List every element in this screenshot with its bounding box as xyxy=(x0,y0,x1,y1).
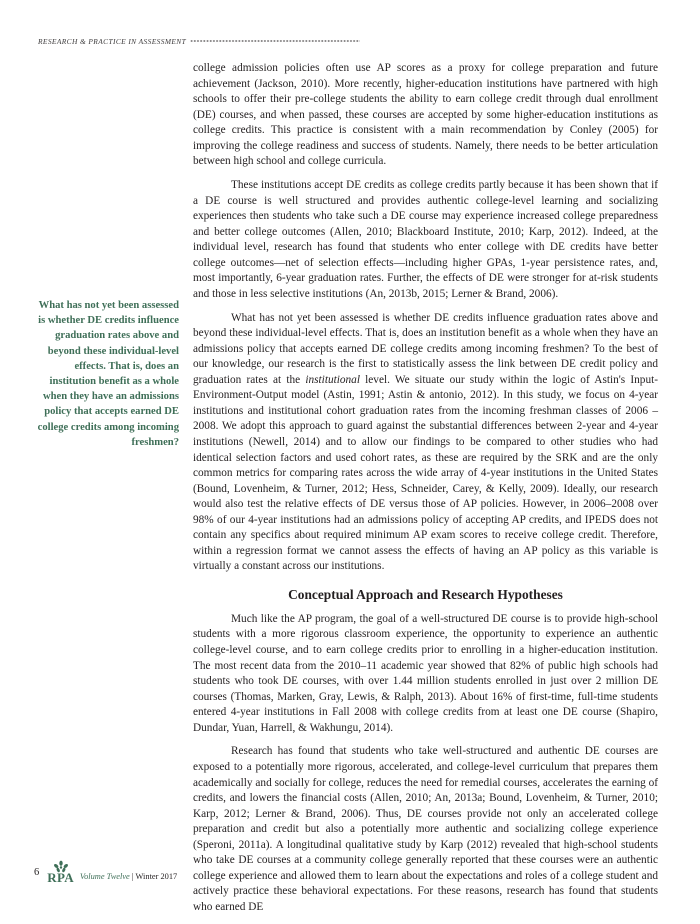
paragraph xyxy=(193,311,658,575)
header-dotted-rule xyxy=(190,40,360,42)
journal-title: RESEARCH & PRACTICE IN ASSESSMENT xyxy=(38,36,187,46)
page-number: 6 xyxy=(34,866,40,878)
section-heading: Conceptual Approach and Research Hypotheses xyxy=(288,586,563,602)
issue-info xyxy=(80,872,177,881)
footer-separator: | xyxy=(129,871,136,881)
paragraph: college admission policies often use AP scores as a proxy for college preparation and future achievement (Jackson, 2010). More recently, higher-education institutions have partnered with high schools to offer their pre-college students the ability to earn college credit through dual enrollment (DE) courses, and when passed, these courses are accepted by some higher-education institutions as college credits. This practice is consistent with a main recommendation by Conley (2005) for improving the college readiness and success of students. Namely, there needs to be better articulation between high school and college curricula. xyxy=(193,62,658,168)
paragraph-text: What has not yet been assessed is whether DE credits influence graduation rates above and beyond these individual-level effects. That is, does an institution benefit as a whole when they have an admissions policy that accepts earned DE college credits among incoming freshmen? To the best of our knowledge, our research is the first to statistically assess the link between DE credit policy and graduation rates at the xyxy=(193,311,658,386)
paragraph: Research has found that students who take well-structured and authentic DE courses are exposed to a potentially more rigorous, accelerated, and college-level curriculum that prepares them academically and socially for college, reduces the need for remedial courses, accelerates the earning of credits, and lowers the financial costs (Allen, 2010; An, 2013a; Bound, Lovenheim, & Turner, 2010; Karp, 2012; Lerner & Brand, 2006). Thus, DE courses provide not only an accelerated college preparation and credit but also a potentially more authentic and socializing college experience (Speroni, 2011a). A longitudinal qualitative study by Karp (2012) revealed that high-school students who take DE courses at a community college generally reported that these courses were an authentic college experience and allowed them to learn about the expectations and roles of a college student and actively practice these behavioral expectations. For these reasons, research has found that students who earned DE xyxy=(193,745,658,913)
issue-label: Winter 2017 xyxy=(135,871,178,881)
page-footer xyxy=(34,858,177,886)
article-body xyxy=(193,61,658,924)
volume-label: Volume Twelve xyxy=(79,871,130,881)
rpa-logo xyxy=(47,860,74,884)
logo-text: RPA xyxy=(47,870,74,885)
paragraph-text: level. We situate our study within the logic of Astin's Input-Environment-Output model (Astin, 1991; Astin & antonio, 2012). In this study, we focus on 4-year institutions and institutional cohort graduation rates from the incoming freshman classes of 2006 – 2008. We adopt this approach to guard against the substantial differences between 2-year and 4-year institutions (Newell, 2014) and to allow our findings to be compared to other studies who had identical selection factors and used cohort rates, as these are required by the SRK and are the only common metrics for comparing rates across the wide array of 4-year institutions in the United States (Bound, Lovenheim, & Turner, 2012; Hess, Schneider, Carey, & Kelly, 2009). Ideally, our research would also test the relative effects of DE versus those of AP policies. However, in 2006–2008 over 98% of our 4-year institutions had an admissions policy of accepting AP credits, and IPEDS does not contain any specifics about required minimum AP exam scores to receive college credit. Therefore, within a regression format we cannot assess the effects of having an AP policy as this variable is virtually a constant across our institutions. xyxy=(193,373,658,573)
pull-quote: What has not yet been assessed is whether DE credits influence graduation rates above and beyond these individual-level effects. That is, does an institution benefit as a whole when they have an admissions policy that accepts earned DE college credits among incoming freshmen? xyxy=(37,300,179,448)
running-header xyxy=(38,34,666,48)
paragraph: These institutions accept DE credits as college credits partly because it has been shown that if a DE course is well structured and provides authentic college-level learning and socializing experiences then students who take such a DE course may experience increased college preparedness and better college outcomes (Allen, 2010; Blackboard Institute, 2010; Karp, 2012). Indeed, at the individual level, research has found that students who enter college with DE credits have better college outcomes—net of selection effects—including higher GPAs, 1-year persistence rates, and, most importantly, 6-year graduation rates. Further, the effects of DE were stronger for at-risk students and those in less selective institutions (An, 2013b, 2015; Lerner & Brand, 2006). xyxy=(193,179,658,300)
emphasis-text: institutional xyxy=(305,373,360,386)
paragraph: Much like the AP program, the goal of a well-structured DE course is to provide high-school students with a more rigorous classroom experience, the opportunity to experience an authentic college-level course, and to earn college credits prior to enrolling in a higher-education institution. The most recent data from the 2010–11 academic year showed that 82% of public high schools had students who took DE courses, with over 1.44 million students enrolled in just over 2 million DE courses (Thomas, Marken, Gray, Lewis, & Ralph, 2013). About 16% of first-time, full-time students entered 4-year institutions in Fall 2008 with college credits from at least one DE course (Shapiro, Dundar, Yuan, Harrell, & Wakhungu, 2014). xyxy=(193,612,658,734)
